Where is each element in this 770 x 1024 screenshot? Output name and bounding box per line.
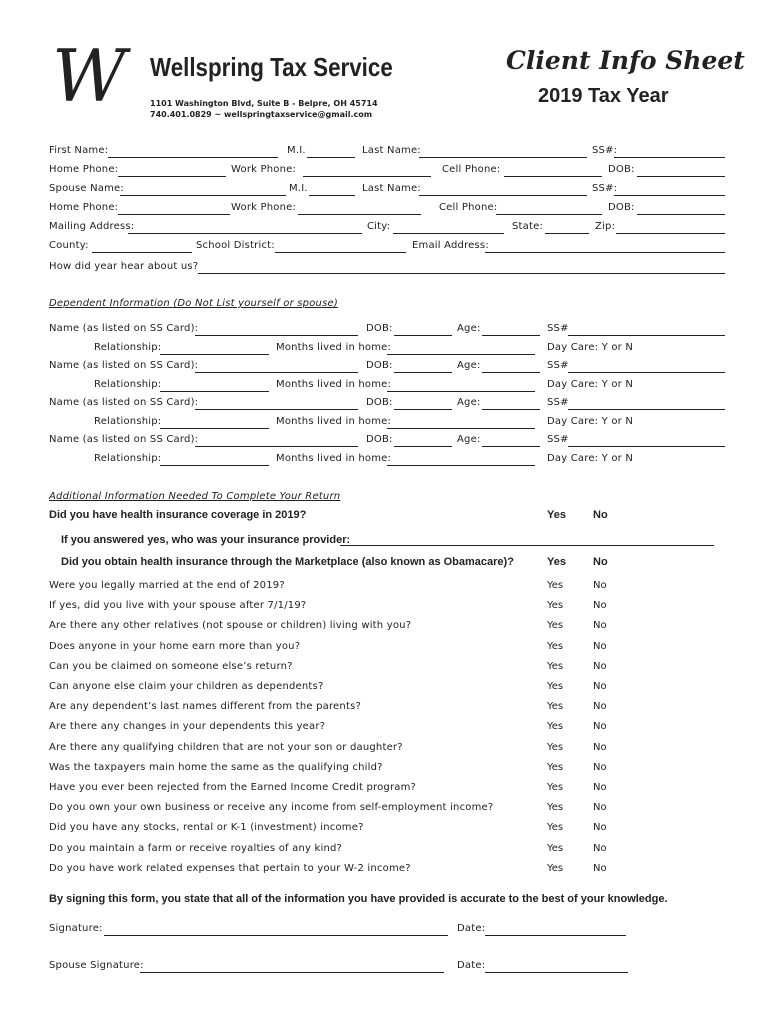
- dependent-age-label: Age:: [457, 397, 481, 408]
- spouse-dob-label: DOB:: [608, 202, 635, 213]
- health-yes[interactable]: Yes: [547, 509, 566, 521]
- question-text: Are any dependent’s last names different from the parents?: [49, 701, 361, 713]
- dependent-months-field[interactable]: [387, 354, 535, 355]
- dependent-age-field[interactable]: [482, 409, 540, 410]
- dependent-dob-field[interactable]: [394, 335, 452, 336]
- question-text: Did you have any stocks, rental or K-1 (investment) income?: [49, 822, 364, 834]
- dependent-daycare[interactable]: Day Care: Y or N: [547, 415, 634, 427]
- school-district-field[interactable]: [275, 252, 406, 253]
- spouse-last-name-label: Last Name:: [362, 183, 421, 194]
- question-yes[interactable]: Yes: [547, 741, 564, 753]
- zip-field[interactable]: [616, 233, 725, 234]
- marketplace-yes[interactable]: Yes: [547, 556, 566, 568]
- city-label: City:: [367, 221, 391, 232]
- question-yes[interactable]: Yes: [547, 782, 564, 793]
- question-no[interactable]: No: [593, 802, 607, 814]
- spouse-last-name-field[interactable]: [419, 195, 587, 196]
- dependent-heading: Dependent Information (Do Not List yourself or spouse): [49, 298, 338, 309]
- dependent-months-field[interactable]: [387, 391, 535, 392]
- question-no[interactable]: No: [593, 761, 607, 773]
- dependent-age-field[interactable]: [482, 335, 540, 336]
- referral-label: How did year hear about us?: [49, 261, 199, 272]
- company-contact: 740.401.0829 ~ wellspringtaxservice@gmail.com: [150, 110, 373, 119]
- dependent-months-label: Months lived in home:: [276, 452, 392, 464]
- spouse-home-phone-label: Home Phone:: [49, 202, 119, 213]
- work-phone-field[interactable]: [303, 176, 431, 177]
- dependent-months-label: Months lived in home:: [276, 415, 392, 427]
- state-label: State:: [512, 221, 544, 232]
- dependent-ssn-label: SS#: [547, 323, 569, 334]
- dependent-dob-label: DOB:: [366, 360, 393, 371]
- question-yes[interactable]: Yes: [547, 822, 564, 834]
- question-yes[interactable]: Yes: [547, 701, 564, 713]
- email-label: Email Address:: [412, 240, 489, 251]
- question-yes[interactable]: Yes: [547, 761, 564, 773]
- question-no[interactable]: No: [593, 640, 607, 652]
- spouse-signature-label: Spouse Signature:: [49, 960, 144, 971]
- question-text: Have you ever been rejected from the Earned Income Credit program?: [49, 782, 417, 793]
- dependent-dob-field[interactable]: [394, 446, 452, 447]
- question-no[interactable]: No: [593, 660, 607, 672]
- question-no[interactable]: No: [593, 741, 607, 753]
- health-no[interactable]: No: [593, 509, 608, 521]
- dependent-ssn-field[interactable]: [568, 446, 725, 447]
- ssn-field[interactable]: [614, 157, 725, 158]
- dependent-relationship-label: Relationship:: [94, 378, 162, 390]
- dependent-name-label: Name (as listed on SS Card):: [49, 397, 199, 408]
- question-yes[interactable]: Yes: [547, 721, 564, 733]
- spouse-signature-date-field[interactable]: [485, 972, 628, 973]
- dependent-daycare[interactable]: Day Care: Y or N: [547, 378, 634, 390]
- dependent-ssn-label: SS#: [547, 397, 569, 408]
- dob-label: DOB:: [608, 164, 635, 175]
- spouse-dob-field[interactable]: [637, 214, 725, 215]
- dependent-name-field[interactable]: [195, 335, 358, 336]
- home-phone-field[interactable]: [118, 176, 226, 177]
- health-insurance-question: Did you have health insurance coverage in 2019?: [49, 509, 307, 521]
- dependent-age-field[interactable]: [482, 372, 540, 373]
- dependent-name-field[interactable]: [195, 446, 358, 447]
- question-yes[interactable]: Yes: [547, 660, 564, 672]
- dependent-months-label: Months lived in home:: [276, 378, 392, 390]
- spouse-cell-phone-field[interactable]: [496, 214, 602, 215]
- dependent-daycare[interactable]: Day Care: Y or N: [547, 341, 634, 353]
- question-yes[interactable]: Yes: [547, 600, 564, 612]
- dependent-age-label: Age:: [457, 360, 481, 371]
- mi-field[interactable]: [307, 157, 355, 158]
- last-name-label: Last Name:: [362, 145, 421, 156]
- dependent-age-label: Age:: [457, 434, 481, 445]
- mi-label: M.I.: [287, 145, 306, 156]
- zip-label: Zip:: [595, 221, 616, 232]
- question-no[interactable]: No: [593, 620, 607, 632]
- dependent-months-field[interactable]: [387, 428, 535, 429]
- dependent-dob-field[interactable]: [394, 409, 452, 410]
- question-text: Does anyone in your home earn more than you?: [49, 640, 301, 652]
- question-text: If yes, did you live with your spouse after 7/1/19?: [49, 600, 307, 612]
- question-no[interactable]: No: [593, 701, 607, 713]
- spouse-name-field[interactable]: [120, 195, 286, 196]
- question-no[interactable]: No: [593, 580, 607, 591]
- dependent-age-label: Age:: [457, 323, 481, 334]
- cell-phone-label: Cell Phone:: [442, 164, 501, 175]
- question-no[interactable]: No: [593, 721, 607, 733]
- dependent-relationship-field[interactable]: [160, 354, 269, 355]
- question-no[interactable]: No: [593, 782, 607, 793]
- question-no[interactable]: No: [593, 842, 607, 854]
- form-title: Client Info Sheet: [506, 46, 745, 75]
- question-text: Do you own your own business or receive any income from self-employment income?: [49, 802, 494, 814]
- question-yes[interactable]: Yes: [547, 640, 564, 652]
- tax-year: 2019 Tax Year: [538, 85, 669, 107]
- question-text: Are there any changes in your dependents this year?: [49, 721, 326, 733]
- question-no[interactable]: No: [593, 822, 607, 834]
- dependent-months-label: Months lived in home:: [276, 341, 392, 353]
- city-field[interactable]: [393, 233, 504, 234]
- marketplace-no[interactable]: No: [593, 556, 608, 568]
- signature-date-label: Date:: [457, 923, 486, 934]
- signature-date-field[interactable]: [485, 935, 626, 936]
- dependent-age-field[interactable]: [482, 446, 540, 447]
- dependent-relationship-label: Relationship:: [94, 452, 162, 464]
- referral-field[interactable]: [198, 273, 725, 274]
- dependent-name-field[interactable]: [195, 409, 358, 410]
- cell-phone-field[interactable]: [504, 176, 602, 177]
- additional-heading: Additional Information Needed To Complete Your Return: [49, 491, 341, 502]
- dependent-ssn-field[interactable]: [568, 372, 725, 373]
- last-name-field[interactable]: [419, 157, 587, 158]
- dependent-relationship-field[interactable]: [160, 391, 269, 392]
- spouse-cell-phone-label: Cell Phone:: [439, 202, 498, 213]
- spouse-ssn-label: SS#:: [592, 183, 618, 194]
- dependent-dob-label: DOB:: [366, 397, 393, 408]
- question-yes[interactable]: Yes: [547, 580, 564, 591]
- provider-field[interactable]: [340, 545, 714, 546]
- spouse-home-phone-field[interactable]: [118, 214, 230, 215]
- question-yes[interactable]: Yes: [547, 802, 564, 814]
- question-yes[interactable]: Yes: [547, 862, 564, 874]
- school-district-label: School District:: [196, 240, 275, 251]
- home-phone-label: Home Phone:: [49, 164, 119, 175]
- dependent-relationship-label: Relationship:: [94, 415, 162, 427]
- first-name-label: First Name:: [49, 145, 109, 156]
- question-yes[interactable]: Yes: [547, 842, 564, 854]
- dependent-name-label: Name (as listed on SS Card):: [49, 360, 199, 371]
- dependent-ssn-label: SS#: [547, 434, 569, 445]
- company-address: 1101 Washington Blvd, Suite B - Belpre, OH 45714: [150, 99, 378, 108]
- ssn-label: SS#:: [592, 145, 618, 156]
- question-no[interactable]: No: [593, 862, 607, 874]
- mailing-address-field[interactable]: [128, 233, 362, 234]
- email-field[interactable]: [485, 252, 725, 253]
- spouse-name-label: Spouse Name:: [49, 183, 124, 194]
- question-yes[interactable]: Yes: [547, 620, 564, 632]
- question-yes[interactable]: Yes: [547, 681, 564, 692]
- work-phone-label: Work Phone:: [231, 164, 297, 175]
- spouse-signature-field[interactable]: [140, 972, 444, 973]
- spouse-mi-label: M.I.: [289, 183, 308, 194]
- marketplace-question: Did you obtain health insurance through the Marketplace (also known as Obamacare)?: [61, 556, 514, 568]
- dependent-name-label: Name (as listed on SS Card):: [49, 434, 199, 445]
- spouse-work-phone-field[interactable]: [298, 214, 421, 215]
- county-field[interactable]: [92, 252, 192, 253]
- question-text: Was the taxpayers main home the same as the qualifying child?: [49, 761, 383, 773]
- question-text: Are there any other relatives (not spouse or children) living with you?: [49, 620, 412, 632]
- question-text: Do you have work related expenses that pertain to your W-2 income?: [49, 862, 411, 874]
- signature-label: Signature:: [49, 923, 103, 934]
- dependent-relationship-label: Relationship:: [94, 341, 162, 353]
- dependent-relationship-field[interactable]: [160, 428, 269, 429]
- first-name-field[interactable]: [108, 157, 278, 158]
- provider-question: If you answered yes, who was your insurance provider:: [61, 534, 351, 546]
- county-label: County:: [49, 240, 89, 251]
- dependent-dob-label: DOB:: [366, 323, 393, 334]
- spouse-signature-date-label: Date:: [457, 960, 486, 971]
- question-text: Do you maintain a farm or receive royalties of any kind?: [49, 842, 343, 854]
- mailing-address-label: Mailing Address:: [49, 221, 135, 232]
- question-text: Can you be claimed on someone else’s return?: [49, 660, 293, 672]
- dependent-ssn-field[interactable]: [568, 335, 725, 336]
- dependent-name-label: Name (as listed on SS Card):: [49, 323, 199, 334]
- signature-statement: By signing this form, you state that all of the information you have provided is accurate to the best of your knowledge.: [49, 893, 668, 905]
- question-text: Were you legally married at the end of 2019?: [49, 580, 285, 591]
- company-logo: W: [52, 34, 127, 118]
- dependent-dob-label: DOB:: [366, 434, 393, 445]
- dependent-ssn-field[interactable]: [568, 409, 725, 410]
- dependent-relationship-field[interactable]: [160, 465, 269, 466]
- dob-field[interactable]: [637, 176, 725, 177]
- dependent-months-field[interactable]: [387, 465, 535, 466]
- spouse-mi-field[interactable]: [309, 195, 355, 196]
- dependent-dob-field[interactable]: [394, 372, 452, 373]
- spouse-work-phone-label: Work Phone:: [231, 202, 297, 213]
- question-text: Can anyone else claim your children as dependents?: [49, 681, 324, 692]
- question-no[interactable]: No: [593, 600, 607, 612]
- company-name: Wellspring Tax Service: [150, 52, 393, 82]
- question-no[interactable]: No: [593, 681, 607, 692]
- question-text: Are there any qualifying children that are not your son or daughter?: [49, 741, 403, 753]
- signature-field[interactable]: [104, 935, 448, 936]
- dependent-name-field[interactable]: [195, 372, 358, 373]
- dependent-daycare[interactable]: Day Care: Y or N: [547, 452, 634, 464]
- spouse-ssn-field[interactable]: [614, 195, 725, 196]
- state-field[interactable]: [545, 233, 589, 234]
- dependent-ssn-label: SS#: [547, 360, 569, 371]
